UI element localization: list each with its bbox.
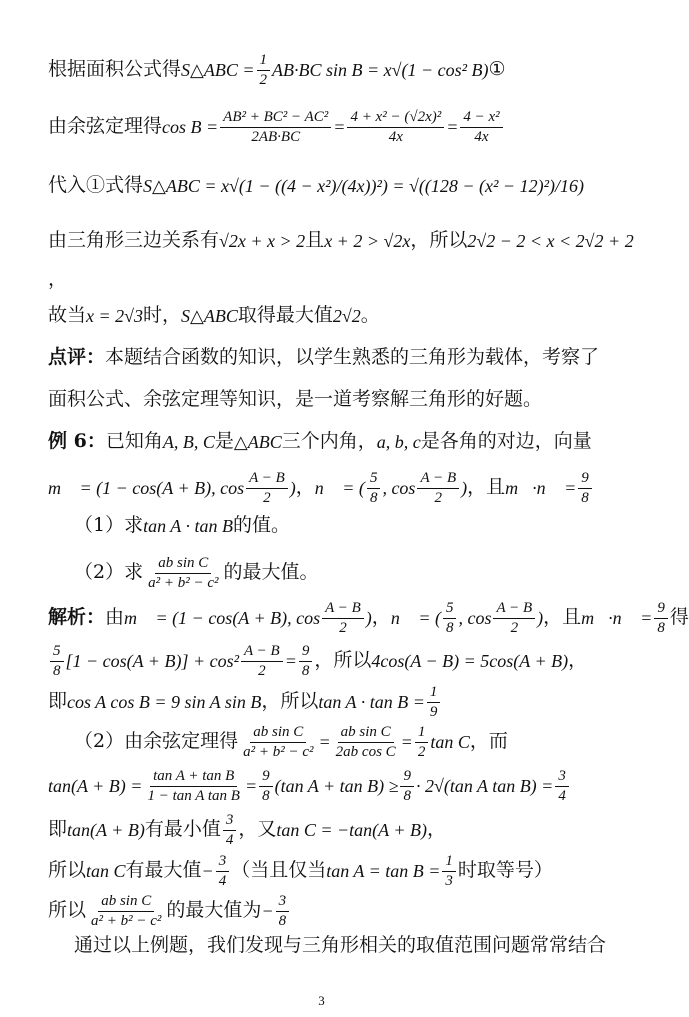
fraction-numerator: tan A + tan B (150, 768, 237, 787)
fraction (322, 600, 364, 636)
text-run: 时取等号） (457, 859, 553, 882)
fraction-numerator: 9 (654, 600, 668, 619)
fraction-numerator: 1 (442, 853, 456, 872)
fraction (299, 643, 313, 679)
text-run: 所以 (48, 899, 87, 922)
text-run: （2）求 (74, 561, 144, 584)
fraction (144, 768, 243, 804)
math-expression: √2x + x > 2 (219, 230, 306, 251)
math-expression: 4cos(A − B) = 5cos(A + B) (371, 650, 569, 671)
fraction (246, 470, 288, 506)
math-expression: n⃗ = ( (390, 607, 441, 628)
text-run: ，所以 (261, 690, 319, 713)
math-expression: tan A · tan B = (318, 691, 425, 712)
math-expression: ) (289, 477, 296, 498)
math-expression: tan C = −tan(A + B) (276, 819, 427, 840)
math-expression: ) (461, 477, 468, 498)
math-expression: − (201, 860, 214, 881)
fraction-denominator: 8 (657, 619, 665, 636)
text-line (74, 724, 508, 760)
fraction-numerator: 1 (257, 52, 271, 71)
fraction-denominator: 8 (262, 787, 270, 804)
fraction (493, 600, 535, 636)
math-expression: , cos (458, 607, 492, 628)
text-run: 有最大值 (125, 859, 202, 882)
fraction-denominator: 2 (510, 619, 519, 636)
math-expression: (tan A + tan B) ≥ (274, 775, 399, 796)
math-expression: tan(A + B) = (48, 775, 143, 796)
math-expression: m⃗ = (1 − cos(A + B), cos (124, 607, 321, 628)
fraction-denominator: 2 (263, 489, 271, 506)
math-expression: − (261, 900, 274, 921)
text-run: 有最小值 (144, 818, 221, 841)
fraction (333, 724, 399, 760)
text-run: ， (426, 818, 446, 841)
fraction-numerator: 9 (578, 470, 592, 489)
fraction-denominator: 2AB·BC (251, 128, 301, 145)
text-line (74, 515, 290, 537)
fraction-denominator: 8 (581, 489, 589, 506)
text-run: ， (48, 268, 68, 290)
text-line (48, 470, 594, 506)
fraction-numerator: 4 − x² (460, 109, 502, 128)
fraction (240, 724, 316, 760)
text-line (48, 684, 442, 720)
text-line (48, 768, 571, 804)
fraction (88, 893, 164, 929)
fraction (223, 812, 237, 848)
bold-label: 解析： (48, 606, 106, 629)
text-run: ，而 (469, 730, 508, 753)
text-run: 本题结合函数的知识，以学生熟悉的三角形为载体，考察了 (105, 346, 600, 368)
fraction (654, 600, 668, 636)
fraction-numerator: 3 (223, 812, 237, 831)
text-run: 由余弦定理得 (48, 115, 163, 138)
text-line (48, 269, 67, 291)
text-run: 得 (669, 606, 689, 629)
text-line (74, 935, 606, 957)
math-expression: tan C (86, 860, 126, 881)
bold-label: 例 6： (48, 430, 106, 452)
math-expression: S△ABC = (181, 59, 255, 80)
fraction (555, 768, 569, 804)
text-run: ，且 (543, 606, 582, 629)
fraction-denominator: 2 (258, 662, 266, 679)
fraction (367, 470, 381, 506)
fraction (417, 470, 459, 506)
fraction-numerator: 9 (400, 768, 414, 787)
fraction (460, 109, 502, 145)
fraction-numerator: 3 (216, 853, 230, 872)
fraction-numerator: AB² + BC² − AC² (220, 109, 331, 128)
fraction-numerator: 1 (427, 684, 441, 703)
fraction-numerator: A − B (246, 470, 288, 489)
text-line (48, 347, 599, 369)
text-run: 是各角的对边，向量 (420, 430, 592, 452)
fraction (442, 853, 456, 889)
text-line (48, 230, 634, 252)
fraction-denominator: a² + b² − c² (243, 743, 314, 760)
text-line (48, 853, 553, 889)
math-expression: = (318, 731, 331, 752)
math-expression: n⃗ = ( (314, 477, 365, 498)
fraction-denominator: 4 (225, 831, 234, 848)
fraction (276, 893, 290, 929)
math-expression: m⃗·n⃗ = (505, 477, 577, 498)
fraction-denominator: a² + b² − c² (148, 574, 219, 591)
text-run: 已知角 (105, 430, 163, 452)
text-run: 由 (105, 606, 125, 629)
text-line (48, 175, 584, 197)
math-expression: cos A cos B = 9 sin A sin B (67, 691, 262, 712)
text-run: （2）由余弦定理得 (74, 730, 239, 753)
text-line (48, 643, 587, 679)
math-expression: = (244, 775, 258, 796)
math-expression: 2√2 (332, 305, 361, 326)
fraction-denominator: 1 − tan A tan B (147, 787, 240, 804)
math-expression: = (284, 650, 297, 671)
bold-label: 点评： (48, 346, 106, 368)
text-run: 三个内角， (281, 430, 377, 452)
text-run: 时， (143, 304, 182, 326)
page-number: 3 (318, 993, 325, 1008)
text-run: 的最大值为 (166, 899, 262, 922)
fraction-numerator: 5 (367, 470, 381, 489)
math-expression: S△ABC (181, 305, 238, 326)
fraction (241, 643, 283, 679)
text-run: 故当 (48, 304, 87, 326)
fraction (400, 768, 414, 804)
math-expression: ) (537, 607, 544, 628)
fraction-denominator: 3 (445, 872, 453, 889)
math-expression: S△ABC = x√(1 − ((4 − x²)/(4x))²) = √((128 − (x² − 12)²)/16) (143, 175, 584, 196)
fraction-denominator: 8 (53, 662, 61, 679)
text-line (48, 305, 380, 327)
text-run: 。 (360, 304, 380, 326)
fraction (259, 768, 273, 804)
fraction (578, 470, 592, 506)
text-line (48, 812, 446, 848)
fraction (347, 109, 444, 145)
fraction-denominator: 9 (429, 703, 438, 720)
fraction (216, 853, 230, 889)
text-line (48, 109, 505, 145)
text-run: ，所以 (314, 649, 372, 672)
text-line (48, 52, 506, 88)
text-run: ，所以 (410, 229, 468, 251)
fraction-denominator: 4x (474, 128, 489, 145)
fraction-numerator: 9 (299, 643, 313, 662)
math-expression: a, b, c (376, 431, 421, 452)
text-run: ， (295, 476, 315, 499)
fraction (443, 600, 457, 636)
math-expression: tan A · tan B (143, 515, 233, 536)
math-expression: △ABC (233, 431, 282, 452)
text-run: 所以 (48, 859, 87, 882)
fraction-denominator: 2 (434, 489, 443, 506)
fraction (427, 684, 441, 720)
fraction-numerator: ab sin C (338, 724, 394, 743)
math-expression: ) (365, 607, 372, 628)
math-expression: = (400, 731, 413, 752)
text-run: 即 (48, 818, 68, 841)
fraction (220, 109, 331, 145)
math-expression: tan C (430, 731, 470, 752)
text-run: ， (371, 606, 391, 629)
fraction (257, 52, 271, 88)
text-run: 且 (305, 229, 325, 251)
math-expression: [1 − cos(A + B)] + cos² (65, 650, 239, 671)
fraction-numerator: ab sin C (98, 893, 154, 912)
fraction-denominator: 4 (558, 787, 566, 804)
fraction-numerator: 5 (50, 643, 64, 662)
text-run: 代入①式得 (48, 174, 144, 196)
math-expression: 2√2 − 2 < x < 2√2 + 2 (467, 230, 634, 251)
fraction-numerator: A − B (417, 470, 459, 489)
text-line (48, 389, 542, 411)
fraction-numerator: 1 (415, 724, 429, 743)
math-expression: A, B, C (162, 431, 215, 452)
math-expression: tan A = tan B = (326, 860, 441, 881)
fraction-numerator: A − B (493, 600, 535, 619)
math-expression: m⃗ = (1 − cos(A + B), cos (48, 477, 245, 498)
text-run: 的值。 (232, 514, 290, 536)
text-run: ① (488, 58, 506, 81)
text-run: 通过以上例题，我们发现与三角形相关的取值范围问题常常结合 (74, 934, 607, 956)
text-run: ， (568, 649, 588, 672)
fraction-denominator: 8 (278, 912, 287, 929)
fraction-denominator: 2 (339, 619, 347, 636)
fraction-numerator: 9 (259, 768, 273, 787)
text-run: ，又 (238, 818, 277, 841)
fraction-numerator: 3 (555, 768, 569, 787)
text-line (48, 600, 689, 636)
math-expression: , cos (382, 477, 416, 498)
fraction-denominator: 8 (369, 489, 378, 506)
text-line (48, 431, 592, 453)
fraction-denominator: 8 (403, 787, 411, 804)
fraction-numerator: 5 (443, 600, 457, 619)
text-run: 即 (48, 690, 68, 713)
fraction-numerator: ab sin C (250, 724, 306, 743)
fraction-numerator: A − B (322, 600, 364, 619)
math-expression: m⃗·n⃗ = (581, 607, 653, 628)
fraction-numerator: 3 (276, 893, 290, 912)
fraction-denominator: 2ab cos C (335, 743, 396, 760)
math-expression: = (446, 116, 459, 137)
text-run: 的最大值。 (223, 561, 319, 584)
text-line (48, 893, 291, 929)
fraction-denominator: 8 (445, 619, 454, 636)
math-expression: tan(A + B) (67, 819, 145, 840)
fraction-denominator: a² + b² − c² (91, 912, 162, 929)
math-expression: AB·BC sin B = x√(1 − cos² B) (272, 59, 489, 80)
fraction-numerator: A − B (241, 643, 283, 662)
fraction-numerator: ab sin C (155, 555, 211, 574)
text-run: 根据面积公式得 (48, 58, 182, 81)
text-run: ，且 (467, 476, 506, 499)
text-run: 取得最大值 (237, 304, 333, 326)
math-expression: x + 2 > √2x (324, 230, 411, 251)
math-expression: cos B = (162, 116, 219, 137)
fraction-denominator: 2 (417, 743, 426, 760)
fraction (415, 724, 429, 760)
text-run: （当且仅当 (231, 859, 327, 882)
fraction (50, 643, 64, 679)
fraction-denominator: 4 (218, 872, 227, 889)
text-run: （1）求 (74, 514, 144, 536)
text-run: 由三角形三边关系有 (48, 229, 220, 251)
text-run: 是 (214, 430, 234, 452)
fraction-denominator: 4x (388, 128, 403, 145)
text-line (74, 555, 319, 591)
fraction-denominator: 8 (301, 662, 310, 679)
fraction (145, 555, 221, 591)
fraction-numerator: 4 + x² − (√2x)² (347, 109, 444, 128)
math-expression: · 2√(tan A tan B) = (415, 775, 554, 796)
text-run: 面积公式、余弦定理等知识，是一道考察解三角形的好题。 (48, 388, 543, 410)
fraction-denominator: 2 (259, 71, 268, 88)
math-expression: = (333, 116, 346, 137)
math-expression: x = 2√3 (86, 305, 144, 326)
